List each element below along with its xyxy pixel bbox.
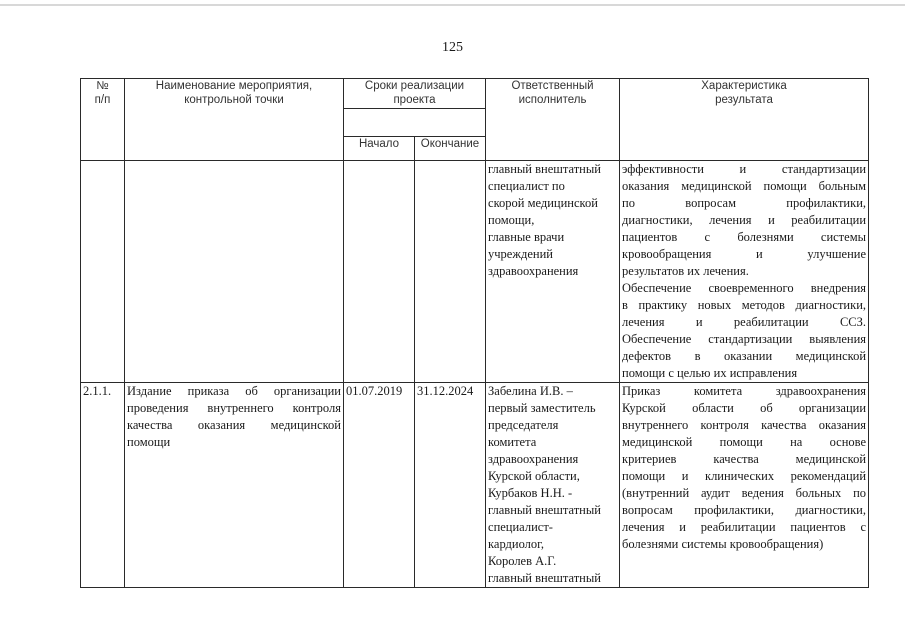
scan-top-edge [0, 4, 905, 6]
table-row [81, 161, 869, 383]
header-end: Окончание [415, 137, 486, 161]
cell-text-line: главные врачи [488, 230, 565, 244]
activity-plan-table [80, 78, 869, 588]
cell-text-line: помощи, [488, 213, 535, 227]
row-result-cell [620, 383, 869, 588]
cell-text-line: в практику новых методов диагностики, [622, 298, 867, 312]
header-line: п/п [94, 94, 111, 106]
row-responsible-cell [486, 383, 620, 588]
cell-text-line: проведения внутреннего контроля [127, 401, 341, 415]
header-line: № [96, 80, 109, 92]
header-terms [344, 79, 486, 109]
row-start-cell: 01.07.2019 [344, 383, 415, 588]
header-line: Ответственный [511, 80, 594, 92]
row-responsible-cell [486, 161, 620, 383]
cell-text-line: по вопросам профилактики, [622, 196, 867, 210]
row-number-cell: 2.1.1. [81, 383, 125, 588]
cell-text-line: учреждений [488, 247, 553, 261]
header-line: исполнитель [518, 94, 587, 106]
row-end-cell [415, 161, 486, 383]
cell-text-line: Забелина И.В. – [488, 384, 573, 398]
page-number: 125 [442, 40, 463, 55]
row-start-cell [344, 161, 415, 383]
header-responsible [486, 79, 620, 161]
cell-text-line: качества оказания медицинской [127, 418, 341, 432]
row-end-cell: 31.12.2024 [415, 383, 486, 588]
cell-text-line: лечения и реабилитации ССЗ. [622, 315, 867, 329]
row-activity-cell [125, 383, 344, 588]
cell-text-line: здравоохранения [488, 264, 579, 278]
cell-text-line: Курской области, [488, 469, 580, 483]
cell-text-line: лечения и реабилитации пациентов с [622, 520, 867, 534]
cell-text-line: помощи с целью их исправления [622, 366, 798, 380]
header-line: Сроки реализации [364, 80, 465, 92]
header-terms-spacer [344, 109, 486, 137]
cell-text-line: главный внештатный [488, 162, 601, 176]
header-number [81, 79, 125, 161]
cell-text-line: скорой медицинской [488, 196, 598, 210]
row-result-cell [620, 161, 869, 383]
header-line: Наименование мероприятия, [155, 80, 313, 92]
cell-text-line: пациентов с болезнями системы [622, 230, 867, 244]
cell-text-line: Курской области об организации [622, 401, 867, 415]
header-result [620, 79, 869, 161]
cell-text-line: вопросам профилактики, диагностики, [622, 503, 867, 517]
cell-text-line: Обеспечение стандартизации выявления [622, 332, 867, 346]
header-line: Характеристика [701, 80, 787, 92]
header-start: Начало [344, 137, 415, 161]
cell-text-line: Приказ комитета здравоохранения [622, 384, 867, 398]
cell-text-line: помощи и клинических рекомендаций [622, 469, 867, 483]
header-line: контрольной точки [184, 94, 284, 106]
cell-text-line: внутреннего контроля качества оказания [622, 418, 867, 432]
cell-text-line: оказания медицинской помощи больным [622, 179, 867, 193]
cell-text-line: главный внештатный [488, 503, 601, 517]
table-row [81, 383, 869, 588]
cell-text-line: помощи [127, 435, 171, 449]
cell-text-line: Курбаков Н.Н. - [488, 486, 573, 500]
cell-text-line: комитета [488, 435, 537, 449]
cell-text-line: Обеспечение своевременного внедрения [622, 281, 867, 295]
header-line: результата [715, 94, 773, 106]
cell-text-line: Издание приказа об организации [127, 384, 341, 398]
cell-text-line: кардиолог, [488, 537, 544, 551]
header-activity-name [125, 79, 344, 161]
cell-text-line: критериев качества медицинской [622, 452, 867, 466]
cell-text-line: эффективности и стандартизации [622, 162, 867, 176]
cell-text-line: дефектов в оказании медицинской [622, 349, 867, 363]
cell-text-line: первый заместитель [488, 401, 596, 415]
row-activity-cell [125, 161, 344, 383]
cell-text-line: председателя [488, 418, 559, 432]
cell-text-line: болезнями системы кровообращения) [622, 537, 824, 551]
cell-text-line: здравоохранения [488, 452, 579, 466]
cell-text-line: результатов их лечения. [622, 264, 749, 278]
cell-text-line: специалист по [488, 179, 565, 193]
cell-text-line: кровообращения и улучшение [622, 247, 867, 261]
cell-text-line: (внутренний аудит ведения больных по [622, 486, 867, 500]
cell-text-line: главный внештатный [488, 571, 601, 585]
cell-text-line: диагностики, лечения и реабилитации [622, 213, 867, 227]
cell-text-line: Королев А.Г. [488, 554, 557, 568]
row-number-cell [81, 161, 125, 383]
cell-text-line: медицинской помощи на основе [622, 435, 867, 449]
table-header [81, 79, 869, 161]
header-line: проекта [393, 94, 436, 106]
cell-text-line: специалист- [488, 520, 553, 534]
